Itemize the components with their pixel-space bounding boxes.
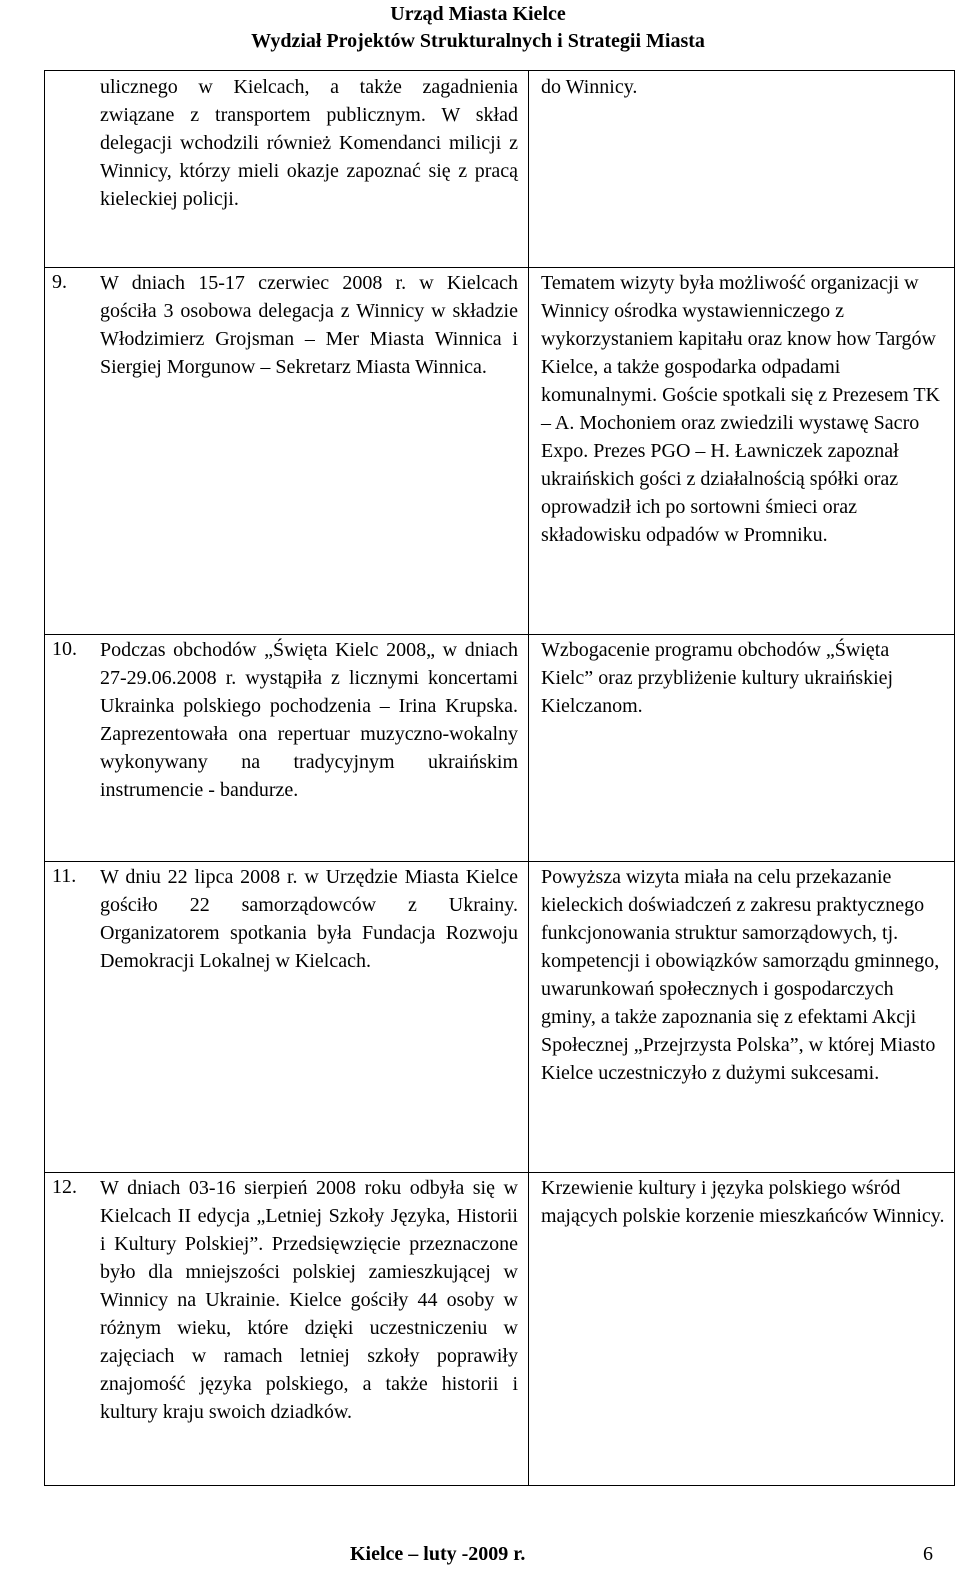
activity-outcome: Tematem wizyty była możliwość organizacji w Winnicy ośrodka wystawienniczego z wykorzystaniem kapitału oraz know how Targów Kielce, a także gospodarka odpadami komunalnymi. Goście spotkali się z Prezesem TK – A. Mochoniem oraz zwiedzili wystawę Sacro Expo. Prezes PGO – H. Ławniczek zapoznał ukraińskich gości z działalnością spółki oraz oprowadził ich po sortowni śmieci oraz składowisku odpadów w Promniku. (541, 272, 940, 546)
table-row (45, 862, 955, 1173)
page-number: 6 (923, 1543, 933, 1565)
activity-description-cell (45, 71, 529, 268)
activity-description: W dniu 22 lipca 2008 r. w Urzędzie Miasta Kielce gościło 22 samorządowców z Ukrainy. Organizatorem spotkania była Fundacja Rozwoju Demokracji Lokalnej w Kielcach. (100, 866, 518, 972)
activity-description-cell (45, 268, 529, 635)
activity-description: Podczas obchodów „Święta Kielc 2008„ w dniach 27-29.06.2008 r. wystąpiła z licznymi koncertami Ukrainka polskiego pochodzenia – Irina Krupska. Zaprezentowała ona repertuar muzyczno-wokalny wykonywany na tradycyjnym ukraińskim instrumencie - bandurze. (100, 639, 518, 801)
page-footer (0, 1540, 960, 1570)
item-number: 11. (52, 865, 77, 887)
activity-outcome-cell (529, 1173, 955, 1486)
item-number: 12. (52, 1176, 77, 1198)
table-row (45, 268, 955, 635)
activity-outcome-cell (529, 862, 955, 1173)
activity-outcome: Krzewienie kultury i języka polskiego wśród mających polskie korzenie mieszkańców Winnicy. (541, 1177, 945, 1227)
table-row (45, 1173, 955, 1486)
table-row (45, 635, 955, 862)
activity-outcome-cell (529, 635, 955, 862)
activity-description-cell (45, 1173, 529, 1486)
activity-description: W dniach 03-16 sierpień 2008 roku odbyła się w Kielcach II edycja „Letniej Szkoły Języka, Historii i Kultury Polskiej”. Przedsięwzięcie przeznaczone było dla mniejszości polskiej zamieszkującej w Winnicy na Ukrainie. Kielce gościły 44 osoby w różnym wieku, które dzięki uczestniczeniu w zajęciach w ramach letniej szkoły poprawiły znajomość języka polskiego, a także historii i kultury kraju swoich dziadków. (100, 1177, 518, 1423)
header-department-name: Wydział Projektów Strukturalnych i Strategii Miasta (251, 30, 705, 52)
item-number: 10. (52, 638, 77, 660)
activity-outcome-cell (529, 268, 955, 635)
item-number: 9. (52, 271, 67, 293)
activity-description-cell (45, 635, 529, 862)
activity-outcome-cell (529, 71, 955, 268)
activity-description: W dniach 15-17 czerwiec 2008 r. w Kielcach gościła 3 osobowa delegacja z Winnicy w składzie Włodzimierz Grojsman – Mer Miasta Winnica i Siergiej Morgunow – Sekretarz Miasta Winnica. (100, 272, 518, 378)
activity-outcome: Wzbogacenie programu obchodów „Święta Kielc” oraz przybliżenie kultury ukraińskiej Kielczanom. (541, 639, 894, 717)
activity-description-cell (45, 862, 529, 1173)
header-office-name: Urząd Miasta Kielce (390, 3, 566, 25)
activities-table (44, 70, 955, 1486)
activity-outcome: Powyższa wizyta miała na celu przekazanie kieleckich doświadczeń z zakresu praktycznego funkcjonowania struktur samorządowych, tj. kompetencji i obowiązków samorządu gminnego, uwarunkowań społecznych i gospodarczych gminy, a także zapoznania się z efektami Akcji Społecznej „Przejrzysta Polska”, w której Miasto Kielce uczestniczyło z dużymi sukcesami. (541, 866, 940, 1084)
activity-description: ulicznego w Kielcach, a także zagadnienia związane z transportem publicznym. W skład delegacji wchodzili również Komendanci milicji z Winnicy, którzy mieli okazje zapoznać się z pracą kieleckiej policji. (100, 76, 518, 210)
table-row (45, 71, 955, 268)
activity-outcome: do Winnicy. (541, 76, 638, 98)
footer-place-date: Kielce – luty -2009 r. (350, 1543, 526, 1565)
